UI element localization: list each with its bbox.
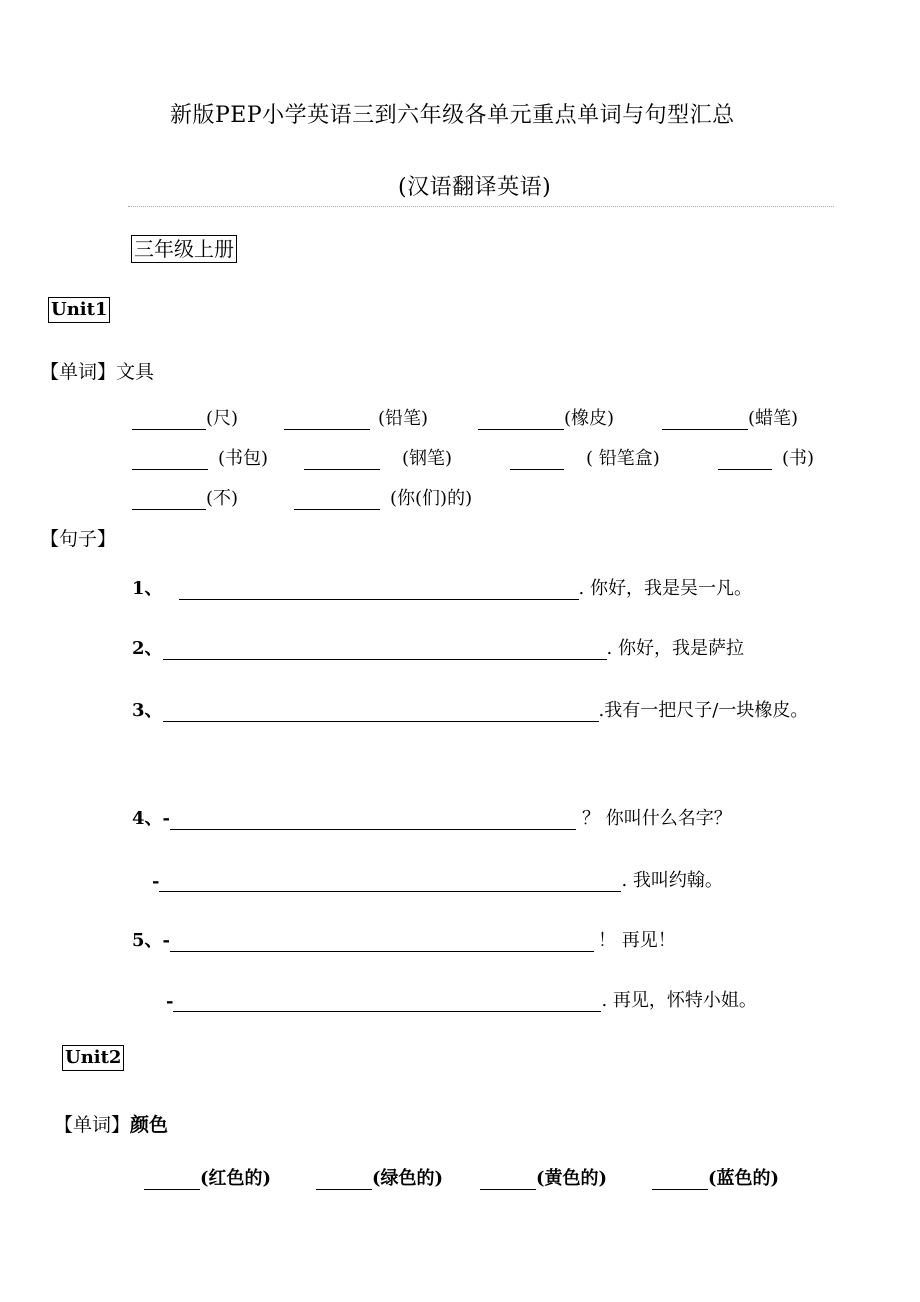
divider <box>128 206 834 207</box>
vocab-hint: (铅笔) <box>378 408 429 429</box>
sentence-prompt: . 你好，我是萨拉 <box>606 638 744 659</box>
vocab-item-green <box>316 1164 443 1190</box>
sentence-2 <box>132 634 744 660</box>
vocab-item-your <box>294 484 472 510</box>
vocab-hint: (不) <box>206 488 239 509</box>
answer-blank[interactable] <box>652 1169 708 1190</box>
answer-blank[interactable] <box>284 409 370 430</box>
answer-line[interactable] <box>179 577 579 600</box>
sentence-3 <box>132 696 808 722</box>
vocab-item-no <box>132 484 238 510</box>
sentence-prompt: . 你好，我是吴一凡。 <box>578 578 752 599</box>
unit2-label: Unit2 <box>62 1045 124 1071</box>
answer-blank[interactable] <box>510 449 564 470</box>
vocab-item-pen <box>304 444 452 470</box>
answer-blank[interactable] <box>662 409 748 430</box>
unit1-label: Unit1 <box>48 297 110 323</box>
vocab-item-blue <box>652 1164 779 1190</box>
vocab-item-schoolbag <box>132 444 268 470</box>
vocab-hint: ( 铅笔盒) <box>586 448 660 469</box>
sentence-4b <box>152 866 723 892</box>
document-subtitle: (汉语翻译英语) <box>398 175 552 200</box>
vocab-item-ruler <box>132 404 238 430</box>
vocab-hint: (蓝色的) <box>708 1168 780 1189</box>
vocab-hint: (黄色的) <box>536 1168 608 1189</box>
vocab-item-red <box>144 1164 271 1190</box>
answer-blank[interactable] <box>132 489 206 510</box>
answer-blank[interactable] <box>132 409 206 430</box>
vocab-hint: (书) <box>782 448 815 469</box>
vocab-item-book <box>718 444 814 470</box>
answer-line[interactable] <box>159 869 621 892</box>
unit1-sentences-heading: 【句子】 <box>40 528 117 550</box>
answer-blank[interactable] <box>478 409 564 430</box>
sentence-1 <box>132 574 752 600</box>
vocab-hint: (绿色的) <box>372 1168 444 1189</box>
answer-blank[interactable] <box>144 1169 200 1190</box>
unit1-words-heading: 【单词】文具 <box>40 361 155 383</box>
sentence-number: 5、- <box>132 930 170 951</box>
vocab-item-yellow <box>480 1164 607 1190</box>
document-title: 新版PEP小学英语三到六年级各单元重点单词与句型汇总 <box>170 103 735 128</box>
sentence-number: 1、 <box>132 578 163 599</box>
sentence-5b <box>166 986 757 1012</box>
vocab-hint: (橡皮) <box>564 408 615 429</box>
sentence-number: - <box>166 991 174 1012</box>
answer-blank[interactable] <box>132 449 208 470</box>
answer-blank[interactable] <box>718 449 772 470</box>
answer-line[interactable] <box>170 807 576 830</box>
answer-line[interactable] <box>163 699 599 722</box>
answer-line[interactable] <box>163 637 607 660</box>
heading-topic: 颜色 <box>130 1114 169 1136</box>
sentence-prompt: . 再见，怀特小姐。 <box>601 990 757 1011</box>
vocab-hint: (蜡笔) <box>748 408 799 429</box>
sentence-5a <box>132 926 676 952</box>
sentence-prompt: ？ 你叫什么名字？ <box>582 808 732 829</box>
vocab-hint: (你(们)的) <box>390 488 473 509</box>
sentence-prompt: .我有一把尺子/一块橡皮。 <box>598 700 809 721</box>
heading-bracket: 【单词】 <box>54 1114 131 1136</box>
sentence-number: 4、- <box>132 808 170 829</box>
vocab-hint: (尺) <box>206 408 239 429</box>
sentence-number: - <box>152 871 160 892</box>
vocab-item-crayon <box>662 404 798 430</box>
unit2-words-heading <box>54 1110 168 1137</box>
vocab-item-eraser <box>478 404 614 430</box>
answer-blank[interactable] <box>294 489 380 510</box>
answer-blank[interactable] <box>316 1169 372 1190</box>
answer-line[interactable] <box>170 929 594 952</box>
sentence-prompt: ！ 再见！ <box>598 930 676 951</box>
vocab-hint: (钢笔) <box>402 448 453 469</box>
vocab-item-pencil-box <box>510 444 660 470</box>
grade-label: 三年级上册 <box>131 235 237 263</box>
vocab-hint: (红色的) <box>200 1168 272 1189</box>
sentence-4a <box>132 804 732 830</box>
sentence-number: 3、 <box>132 700 163 721</box>
answer-line[interactable] <box>173 989 601 1012</box>
sentence-prompt: . 我叫约翰。 <box>621 870 723 891</box>
vocab-hint: (书包) <box>218 448 269 469</box>
answer-blank[interactable] <box>480 1169 536 1190</box>
answer-blank[interactable] <box>304 449 380 470</box>
vocab-item-pencil <box>284 404 428 430</box>
sentence-number: 2、 <box>132 638 163 659</box>
